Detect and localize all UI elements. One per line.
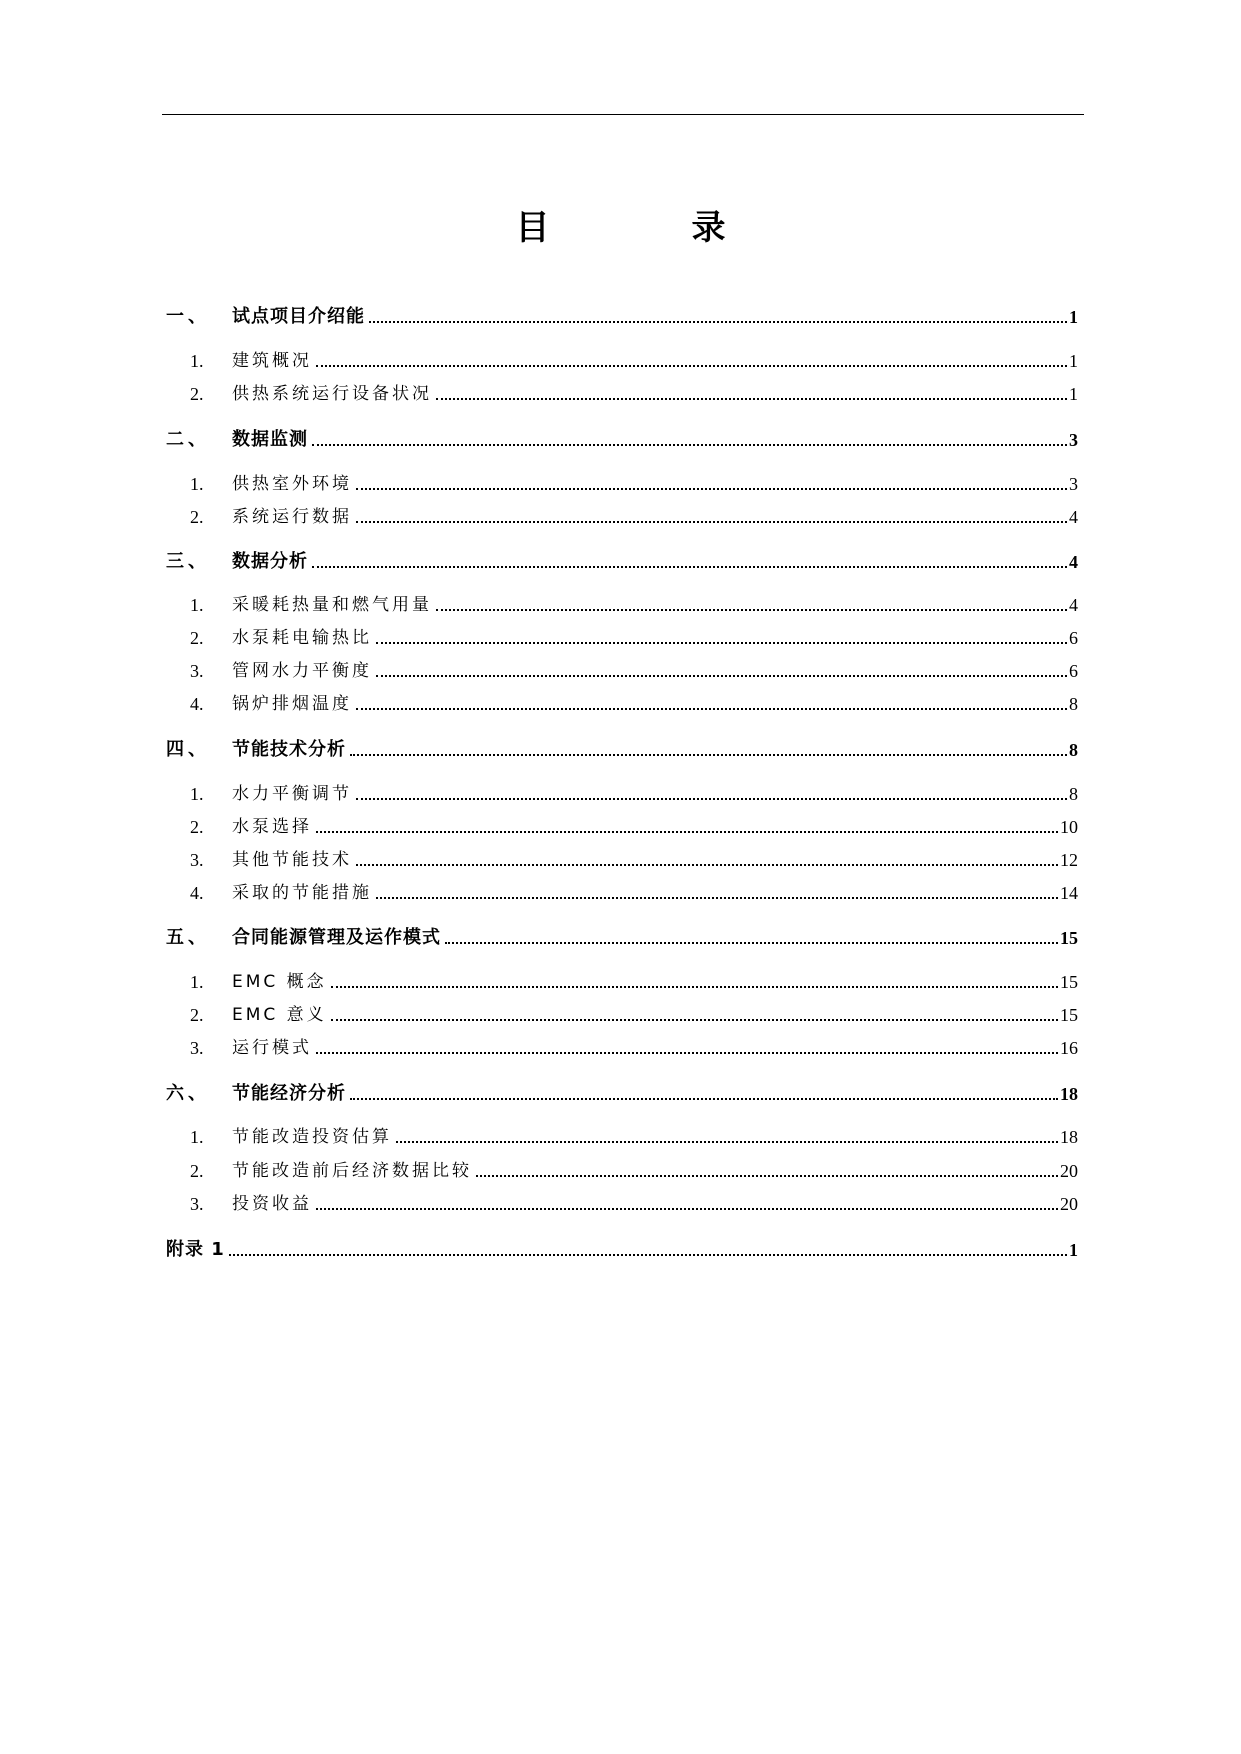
toc-entry-label: 管网水力平衡度 xyxy=(232,661,372,681)
toc-subsection-entry[interactable] xyxy=(166,589,1078,617)
toc-entry-page-number: 12 xyxy=(1060,850,1078,870)
toc-subsection-entry[interactable] xyxy=(166,345,1078,373)
dot-leader xyxy=(436,609,1067,611)
dot-leader xyxy=(356,798,1067,800)
toc-subsection-entry[interactable] xyxy=(166,844,1078,872)
toc-entry-page-number: 1 xyxy=(1069,307,1078,327)
toc-entry-label: 运行模式 xyxy=(232,1038,312,1058)
toc-entry-label: 试点项目介绍能 xyxy=(232,306,365,327)
toc-entry-number: 2. xyxy=(190,507,204,527)
toc-entry-number: 2. xyxy=(190,1005,204,1025)
toc-subsection-entry[interactable] xyxy=(166,501,1078,529)
toc-entry-page-number: 15 xyxy=(1060,1005,1078,1025)
dot-leader xyxy=(350,754,1067,756)
toc-entry-label: 供热室外环境 xyxy=(232,474,352,494)
toc-entry-page-number: 18 xyxy=(1060,1127,1078,1147)
dot-leader xyxy=(356,708,1067,710)
toc-entry-number: 六、 xyxy=(166,1083,210,1104)
toc-section-entry[interactable] xyxy=(166,922,1078,950)
dot-leader xyxy=(312,444,1067,446)
dot-leader xyxy=(316,365,1067,367)
toc-entry-page-number: 16 xyxy=(1060,1038,1078,1058)
dot-leader xyxy=(356,488,1067,490)
toc-entry-number: 二、 xyxy=(166,429,210,450)
toc-subsection-entry[interactable] xyxy=(166,688,1078,716)
toc-entry-label: 投资收益 xyxy=(232,1194,312,1214)
toc-entry-number: 3. xyxy=(190,1038,204,1058)
toc-entry-number: 1. xyxy=(190,1127,204,1147)
toc-subsection-entry[interactable] xyxy=(166,999,1078,1027)
toc-entry-number: 2. xyxy=(190,384,204,404)
toc-entry-label: 水泵耗电输热比 xyxy=(232,628,372,648)
toc-entry-page-number: 4 xyxy=(1069,507,1078,527)
toc-entry-number: 1. xyxy=(190,474,204,494)
dot-leader xyxy=(316,1052,1058,1054)
toc-entry-number: 2. xyxy=(190,817,204,837)
toc-entry-page-number: 14 xyxy=(1060,883,1078,903)
toc-subsection-entry[interactable] xyxy=(166,811,1078,839)
toc-entry-page-number: 6 xyxy=(1069,661,1078,681)
toc-entry-page-number: 8 xyxy=(1069,784,1078,804)
toc-entry-number: 2. xyxy=(190,628,204,648)
toc-subsection-entry[interactable] xyxy=(166,1121,1078,1149)
dot-leader xyxy=(445,942,1058,944)
toc-subsection-entry[interactable] xyxy=(166,1155,1078,1183)
toc-entry-label: 节能经济分析 xyxy=(232,1083,346,1104)
toc-entry-label: 合同能源管理及运作模式 xyxy=(232,927,441,948)
dot-leader xyxy=(396,1141,1058,1143)
toc-entry-label: 附录 1 xyxy=(166,1239,225,1260)
toc-entry-page-number: 4 xyxy=(1069,595,1078,615)
toc-subsection-entry[interactable] xyxy=(166,378,1078,406)
toc-entry-number: 1. xyxy=(190,595,204,615)
dot-leader xyxy=(331,986,1058,988)
toc-entry-label: 数据监测 xyxy=(232,429,308,450)
toc-entry-page-number: 8 xyxy=(1069,694,1078,714)
toc-subsection-entry[interactable] xyxy=(166,1188,1078,1216)
toc-subsection-entry[interactable] xyxy=(166,1032,1078,1060)
toc-entry-label: EMC 意义 xyxy=(232,1005,327,1025)
toc-entry-page-number: 4 xyxy=(1069,552,1078,572)
toc-subsection-entry[interactable] xyxy=(166,655,1078,683)
dot-leader xyxy=(316,831,1058,833)
toc-entry-page-number: 20 xyxy=(1060,1161,1078,1181)
toc-entry-page-number: 15 xyxy=(1060,972,1078,992)
toc-entry-page-number: 1 xyxy=(1069,384,1078,404)
dot-leader xyxy=(350,1098,1058,1100)
dot-leader xyxy=(369,321,1067,323)
toc-entry-label: 节能技术分析 xyxy=(232,739,346,760)
toc-entry-page-number: 1 xyxy=(1069,1240,1078,1260)
toc-section-entry[interactable] xyxy=(166,301,1078,329)
dot-leader xyxy=(331,1019,1058,1021)
toc-entry-page-number: 10 xyxy=(1060,817,1078,837)
dot-leader xyxy=(356,521,1067,523)
dot-leader xyxy=(356,864,1058,866)
toc-section-entry[interactable] xyxy=(166,546,1078,574)
toc-entry-label: EMC 概念 xyxy=(232,972,327,992)
toc-subsection-entry[interactable] xyxy=(166,966,1078,994)
toc-entry-number: 4. xyxy=(190,694,204,714)
toc-entry-number: 2. xyxy=(190,1161,204,1181)
toc-entry-number: 3. xyxy=(190,661,204,681)
toc-entry-label: 数据分析 xyxy=(232,551,308,572)
toc-entry-number: 1. xyxy=(190,972,204,992)
toc-entry-label: 节能改造前后经济数据比较 xyxy=(232,1161,472,1181)
toc-section-entry[interactable] xyxy=(166,424,1078,452)
toc-entry-number: 五、 xyxy=(166,927,210,948)
toc-entry-page-number: 3 xyxy=(1069,430,1078,450)
toc-subsection-entry[interactable] xyxy=(166,778,1078,806)
page-title: 目 录 xyxy=(515,208,780,248)
toc-section-entry[interactable] xyxy=(166,1078,1078,1106)
toc-entry-number: 3. xyxy=(190,1194,204,1214)
toc-section-entry[interactable] xyxy=(166,734,1078,762)
toc-appendix-entry[interactable] xyxy=(166,1234,1078,1262)
dot-leader xyxy=(376,675,1067,677)
toc-entry-page-number: 18 xyxy=(1060,1084,1078,1104)
toc-entry-page-number: 6 xyxy=(1069,628,1078,648)
toc-entry-label: 建筑概况 xyxy=(232,351,312,371)
toc-entry-page-number: 20 xyxy=(1060,1194,1078,1214)
toc-entry-number: 三、 xyxy=(166,551,210,572)
toc-entry-page-number: 8 xyxy=(1069,740,1078,760)
toc-entry-label: 水泵选择 xyxy=(232,817,312,837)
toc-entry-page-number: 1 xyxy=(1069,351,1078,371)
toc-entry-number: 一、 xyxy=(166,306,210,327)
toc-entry-label: 供热系统运行设备状况 xyxy=(232,384,432,404)
toc-entry-page-number: 15 xyxy=(1060,928,1078,948)
toc-subsection-entry[interactable] xyxy=(166,622,1078,650)
toc-entry-page-number: 3 xyxy=(1069,474,1078,494)
dot-leader xyxy=(376,642,1067,644)
toc-entry-label: 采暖耗热量和燃气用量 xyxy=(232,595,432,615)
toc-entry-label: 采取的节能措施 xyxy=(232,883,372,903)
toc-entry-number: 1. xyxy=(190,784,204,804)
toc-entry-label: 其他节能技术 xyxy=(232,850,352,870)
dot-leader xyxy=(476,1175,1058,1177)
toc-subsection-entry[interactable] xyxy=(166,468,1078,496)
dot-leader xyxy=(316,1208,1058,1210)
header-rule xyxy=(162,114,1084,115)
toc-entry-label: 系统运行数据 xyxy=(232,507,352,527)
dot-leader xyxy=(312,566,1067,568)
toc-entry-number: 4. xyxy=(190,883,204,903)
dot-leader xyxy=(229,1254,1067,1256)
toc-entry-label: 节能改造投资估算 xyxy=(232,1127,392,1147)
toc-entry-number: 1. xyxy=(190,351,204,371)
toc-entry-label: 水力平衡调节 xyxy=(232,784,352,804)
dot-leader xyxy=(376,897,1058,899)
toc-entry-number: 3. xyxy=(190,850,204,870)
toc-subsection-entry[interactable] xyxy=(166,877,1078,905)
toc-entry-number: 四、 xyxy=(166,739,210,760)
toc-entry-label: 锅炉排烟温度 xyxy=(232,694,352,714)
dot-leader xyxy=(436,398,1067,400)
